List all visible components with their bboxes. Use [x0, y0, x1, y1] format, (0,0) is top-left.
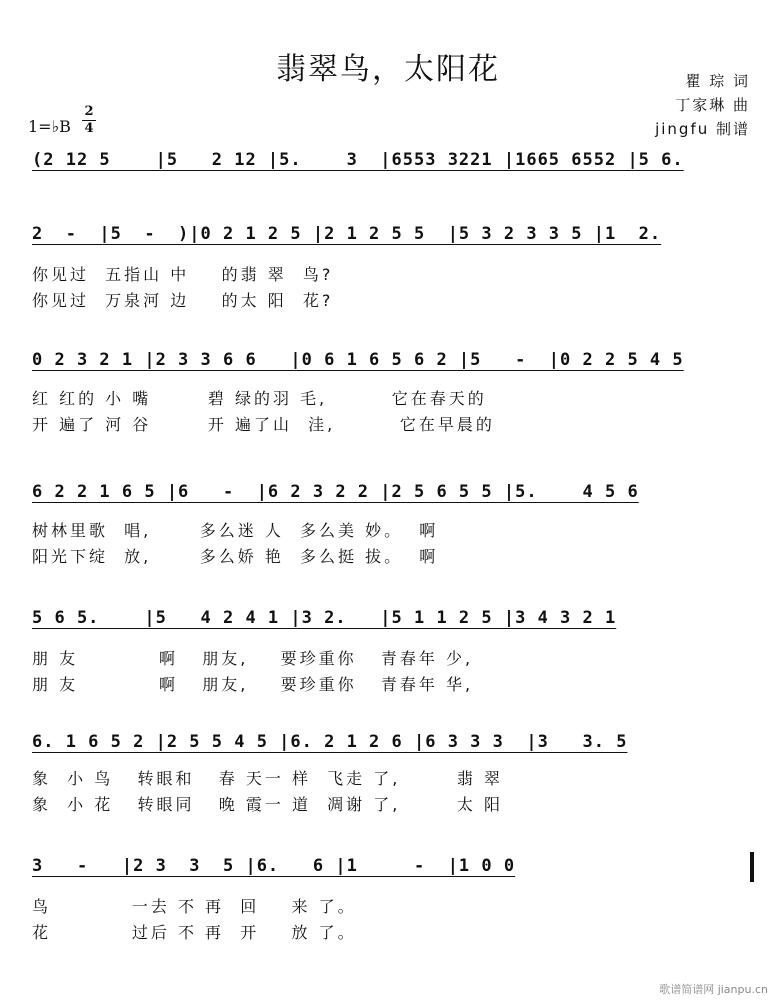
notation-line: 6. 1 6 5 2 |2 5 5 4 5 |6. 2 1 2 6 |6 3 3 3 |3 3. 5	[32, 732, 628, 752]
lyric-verse-1: 象 小 鸟 转眼和 春 天一 样 飞走 了, 翡 翠	[32, 769, 503, 788]
time-signature	[82, 104, 96, 137]
song-title: 翡翠鸟，太阳花	[276, 52, 500, 87]
time-signature-top: 2	[84, 104, 94, 119]
lyric-verse-1: 鸟 一去 不 再 回 来 了。	[32, 897, 357, 916]
notation-line: (2 12 5 |5 2 12 |5. 3 |6553 3221 |1665 6552 |5 6.	[32, 150, 684, 170]
time-signature-bottom: 4	[82, 120, 96, 137]
site-watermark: 歌谱简谱网 jianpu.cn	[659, 983, 768, 996]
lyricist-credit: 瞿 琮 词	[685, 72, 750, 90]
final-barline	[750, 852, 754, 882]
lyric-verse-1: 朋 友 啊 朋友, 要珍重你 青春年 少,	[32, 649, 474, 668]
lyric-verse-2: 你见过 万泉河 边 的太 阳 花?	[32, 291, 334, 310]
lyric-verse-2: 朋 友 啊 朋友, 要珍重你 青春年 华,	[32, 675, 474, 694]
key-signature: 1=♭B	[28, 117, 71, 136]
lyric-verse-1: 树林里歌 唱, 多么迷 人 多么美 妙。 啊	[32, 521, 439, 540]
lyric-verse-2: 阳光下绽 放, 多么娇 艳 多么挺 拔。 啊	[32, 547, 439, 566]
lyric-verse-1: 红 红的 小 嘴 碧 绿的羽 毛, 它在春天的	[32, 389, 487, 408]
notation-line: 3 - |2 3 3 5 |6. 6 |1 - |1 0 0	[32, 856, 516, 876]
composer-credit: 丁家琳 曲	[675, 96, 750, 114]
arranger-credit: jingfu 制谱	[655, 120, 750, 138]
lyric-verse-2: 花 过后 不 再 开 放 了。	[32, 923, 357, 942]
lyric-verse-1: 你见过 五指山 中 的翡 翠 鸟?	[32, 265, 334, 284]
notation-line: 6 2 2 1 6 5 |6 - |6 2 3 2 2 |2 5 6 5 5 |5. 4 5 6	[32, 482, 639, 502]
notation-line: 5 6 5. |5 4 2 4 1 |3 2. |5 1 1 2 5 |3 4 3 2 1	[32, 608, 617, 628]
notation-line: 2 - |5 - )|0 2 1 2 5 |2 1 2 5 5 |5 3 2 3 3 5 |1 2.	[32, 224, 662, 244]
lyric-verse-2: 象 小 花 转眼同 晚 霞一 道 凋谢 了, 太 阳	[32, 795, 503, 814]
notation-line: 0 2 3 2 1 |2 3 3 6 6 |0 6 1 6 5 6 2 |5 - |0 2 2 5 4 5	[32, 350, 684, 370]
lyric-verse-2: 开 遍了 河 谷 开 遍了山 洼, 它在早晨的	[32, 415, 495, 434]
